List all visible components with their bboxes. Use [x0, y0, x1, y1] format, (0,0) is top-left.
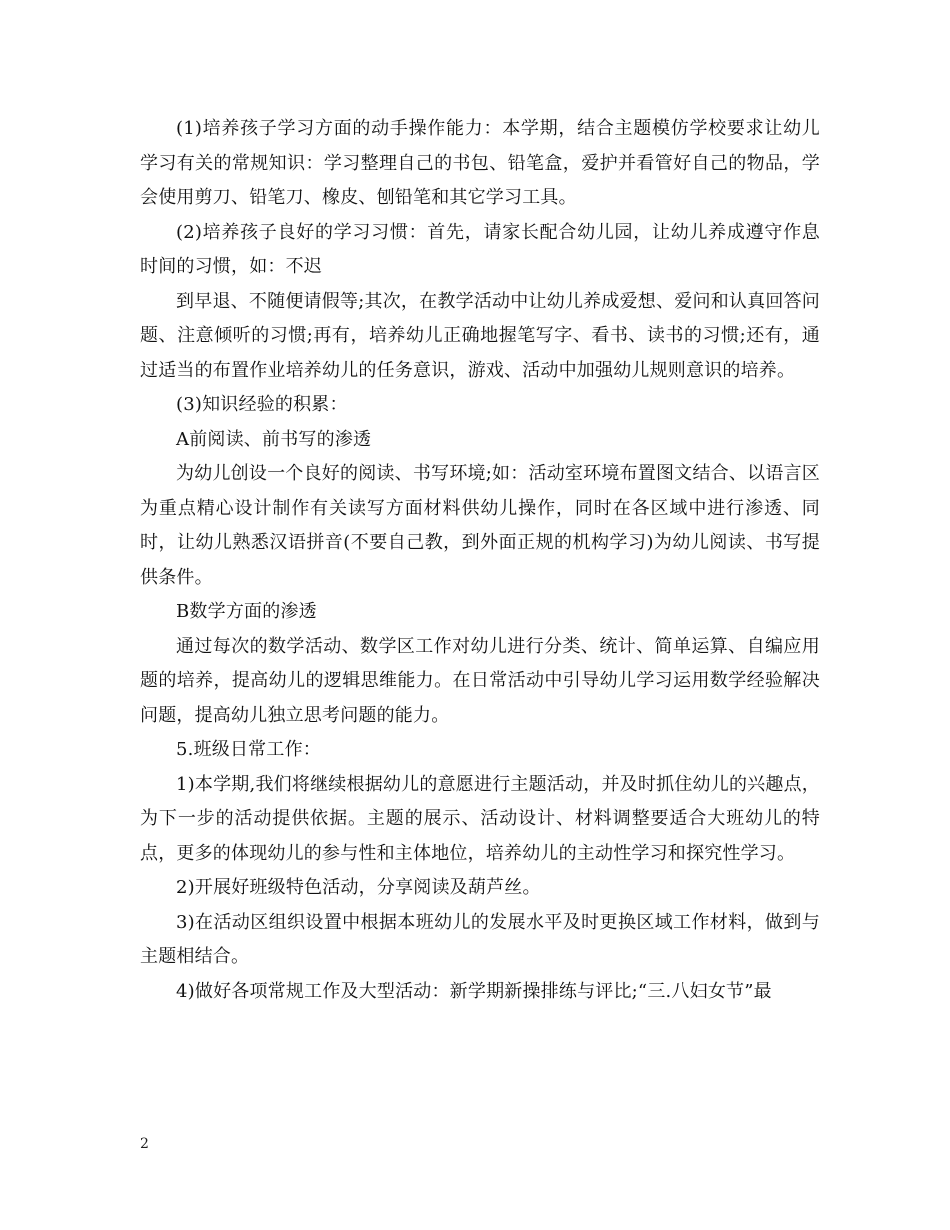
heading-class-daily-work: 5.班级日常工作： [176, 739, 321, 760]
paragraph-math-activities: 通过每次的数学活动、数学区工作对幼儿进行分类、统计、简单运算、自编应用题的培养，提高幼儿的逻辑思维能力。在日常活动中引导幼儿学习运用数学经验解决问题，提高幼儿独立思考问题的能力。 [140, 635, 820, 726]
heading-knowledge-accumulation: (3)知识经验的积累： [176, 394, 348, 415]
paragraph-hands-on-ability: (1)培养孩子学习方面的动手操作能力：本学期，结合主题模仿学校要求让幼儿学习有关的常规知识：学习整理自己的书包、铅笔盒，爱护并看管好自己的物品，学会使用剪刀、铅笔刀、橡皮、刨铅笔和其它学习工具。 [140, 118, 820, 208]
document-body [140, 112, 820, 1009]
paragraph-activity-areas: 3)在活动区组织设置中根据本班幼儿的发展水平及时更换区域工作材料，做到与主题相结合。 [140, 911, 820, 967]
paragraph-reading-writing-environment: 为幼儿创设一个良好的阅读、书写环境;如：活动室环境布置图文结合、以语言区为重点精心设计制作有关读写方面材料供幼儿操作，同时在各区域中进行渗透、同时，让幼儿熟悉汉语拼音(不要自己教，到外面正规的机构学习)为幼儿阅读、书写提供条件。 [140, 463, 820, 588]
heading-math: B数学方面的渗透 [176, 601, 317, 622]
page-number: 2 [140, 1136, 149, 1152]
paragraph-class-features: 2)开展好班级特色活动，分享阅读及葫芦丝。 [176, 877, 541, 898]
paragraph-routine-work: 4)做好各项常规工作及大型活动：新学期新操排练与评比;“三.八妇女节”最 [176, 980, 772, 1002]
heading-reading-writing: A前阅读、前书写的渗透 [176, 428, 372, 450]
paragraph-study-habits: (2)培养孩子良好的学习习惯：首先，请家长配合幼儿园，让幼儿养成遵守作息时间的习惯，如：不迟 [140, 221, 820, 277]
paragraph-theme-activities: 1)本学期,我们将继续根据幼儿的意愿进行主题活动，并及时抓住幼儿的兴趣点，为下一步的活动提供依据。主题的展示、活动设计、材料调整要适合大班幼儿的特点，更多的体现幼儿的参与性和主体地位，培养幼儿的主动性学习和探究性学习。 [140, 773, 820, 864]
paragraph-study-habits-continued: 到早退、不随便请假等;其次，在教学活动中让幼儿养成爱想、爱问和认真回答问题、注意倾听的习惯;再有，培养幼儿正确地握笔写字、看书、读书的习惯;还有，通过适当的布置作业培养幼儿的任务意识，游戏、活动中加强幼儿规则意识的培养。 [140, 290, 820, 381]
